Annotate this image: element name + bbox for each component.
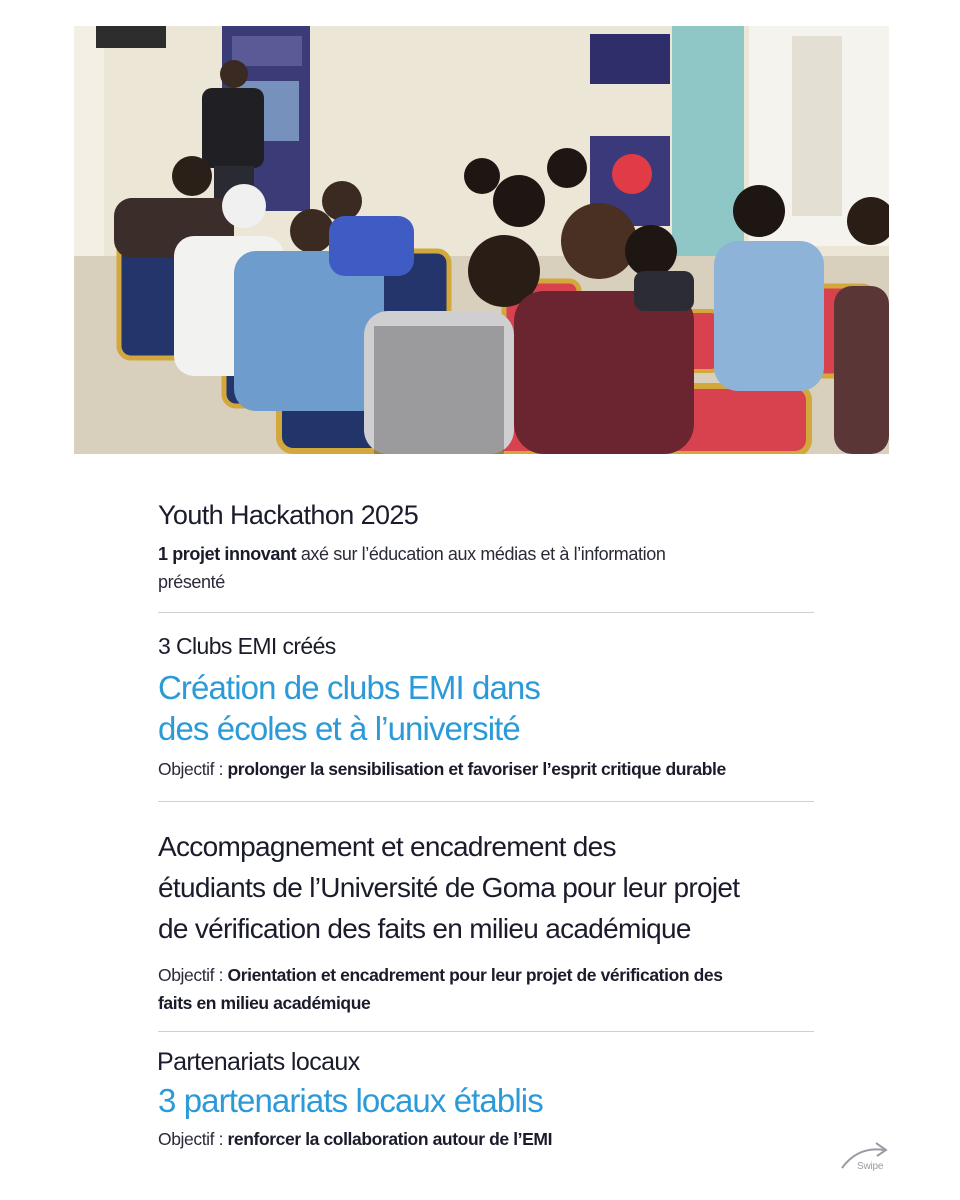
objective-label: Objectif : [158, 759, 228, 779]
divider [158, 801, 814, 802]
objective-value: prolonger la sensibilisation et favoriser l’esprit critique durable [227, 759, 726, 779]
objective-value: renforcer la collaboration autour de l’EMI [227, 1129, 553, 1149]
objective-value-line1: Orientation et encadrement pour leur projet de vérification des [227, 965, 723, 985]
section-title [158, 826, 818, 949]
highlight-text: 1 projet innovant [158, 544, 297, 564]
workshop-photo [74, 26, 889, 454]
description-text: axé sur l’éducation aux médias et à l’information [296, 544, 666, 564]
objective [158, 961, 818, 1017]
blue-headline: 3 partenariats locaux établis [158, 1082, 543, 1119]
swipe-label: Swipe [857, 1161, 884, 1172]
section-accompagnement [158, 826, 818, 1017]
section-description [158, 540, 818, 596]
section-partenariats [158, 1046, 818, 1153]
title-line3: de vérification des faits en milieu académique [158, 913, 691, 944]
divider [158, 612, 814, 613]
section-clubs [158, 631, 818, 783]
description-text-line2: présenté [158, 572, 225, 592]
content-column [158, 496, 818, 1153]
objective [158, 1125, 818, 1153]
title-line2: étudiants de l’Université de Goma pour leur projet [158, 872, 740, 903]
objective-label: Objectif : [158, 1129, 228, 1149]
section-title: 3 Clubs EMI créés [158, 633, 336, 659]
objective-label: Objectif : [158, 965, 228, 985]
swipe-arrow-icon[interactable] [836, 1138, 892, 1178]
blue-headline-line2: des écoles et à l’université [158, 710, 520, 747]
divider [158, 1031, 814, 1032]
objective [158, 755, 818, 783]
title-line1: Accompagnement et encadrement des [158, 831, 616, 862]
blue-headline-line1: Création de clubs EMI dans [158, 669, 540, 706]
objective-value-line2: faits en milieu académique [158, 993, 371, 1013]
section-title: Partenariats locaux [157, 1048, 360, 1076]
section-title: Youth Hackathon 2025 [158, 500, 419, 530]
blue-headline [158, 667, 818, 749]
section-hackathon [158, 496, 818, 596]
